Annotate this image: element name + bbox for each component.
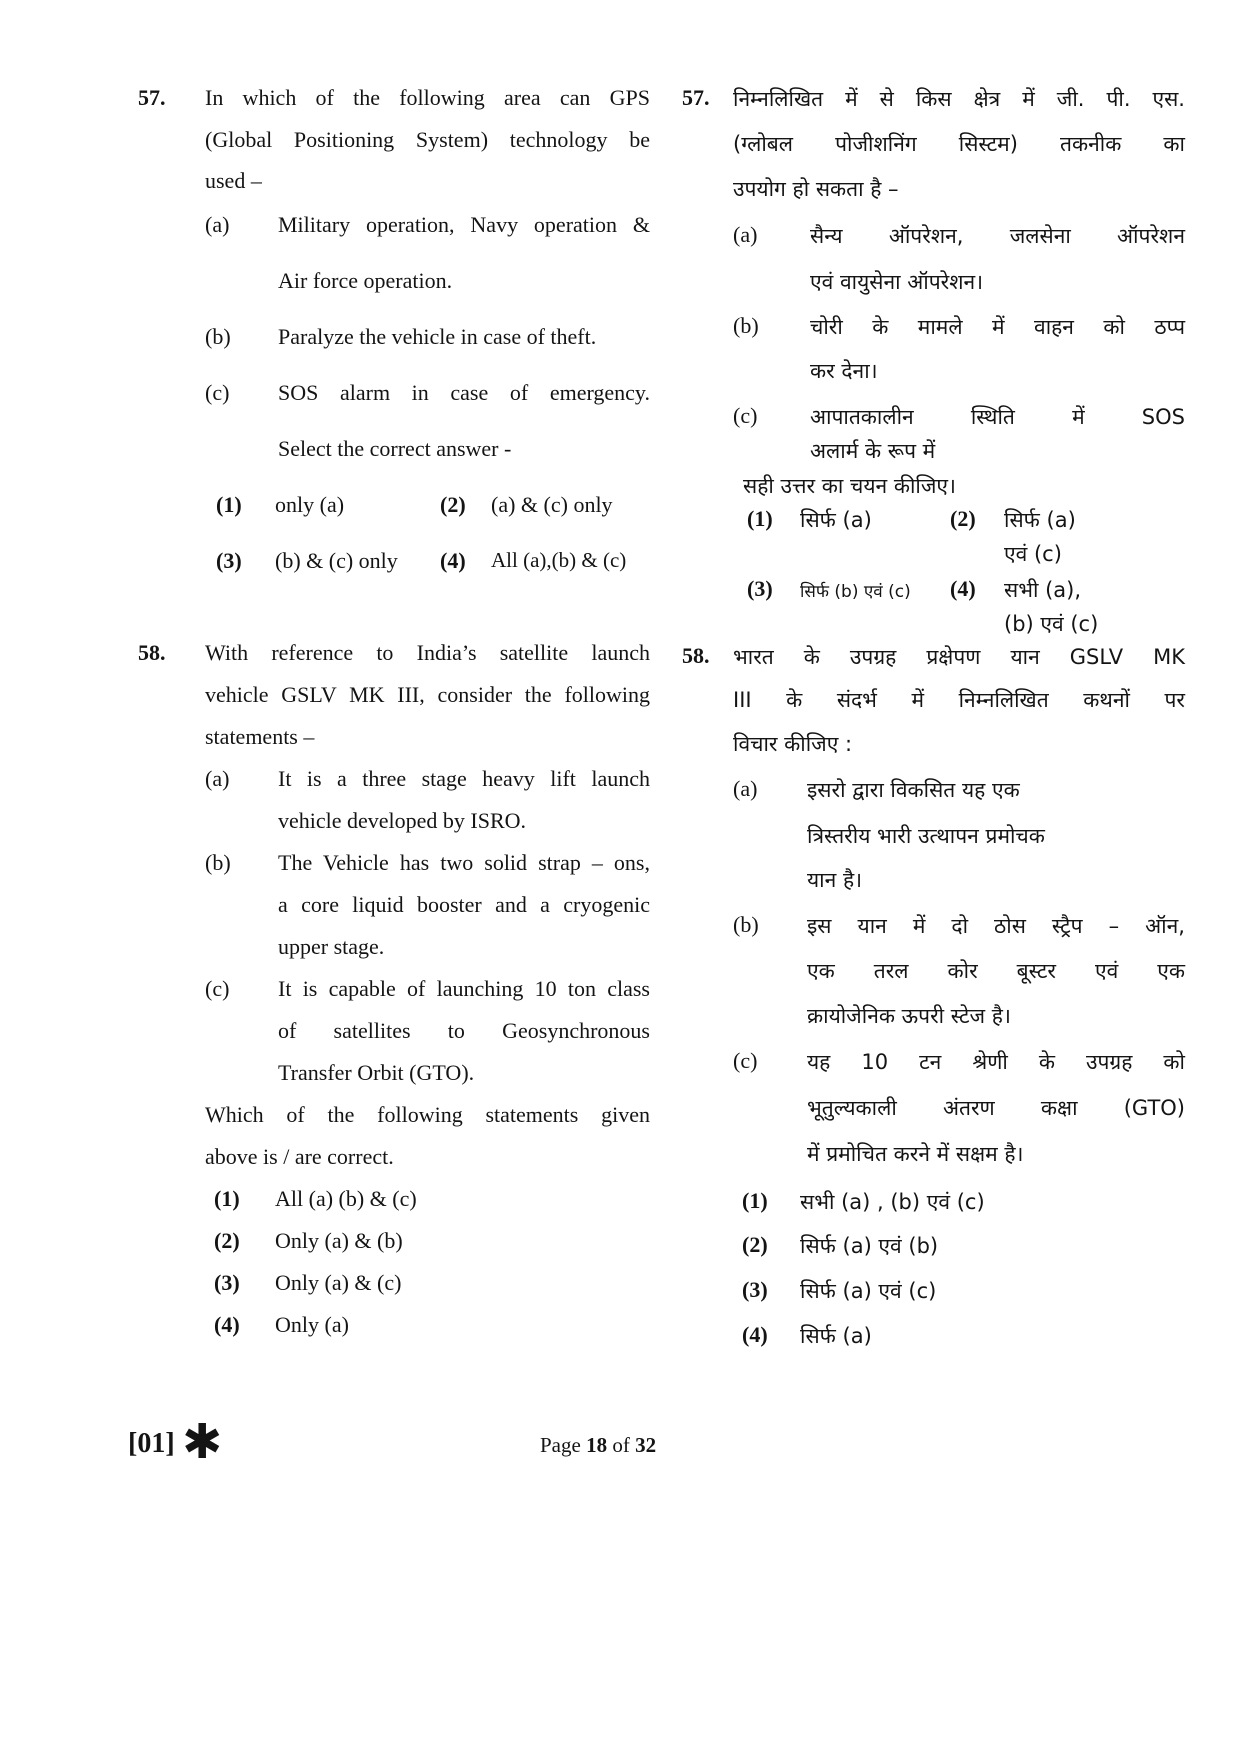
option-text: Only (a) & (b): [275, 1228, 403, 1253]
item-text: आपातकालीन स्थिति में SOS: [810, 405, 1185, 429]
option-number: (4): [440, 548, 466, 573]
option-text: Only (a) & (c): [275, 1270, 402, 1295]
item-text: a core liquid booster and a cryogenic: [278, 892, 650, 917]
item-label: (b): [205, 324, 231, 349]
item-text: Military operation, Navy operation &: [278, 212, 650, 237]
question-stem-line: (ग्लोबल पोजीशनिंग सिस्टम) तकनीक का: [733, 132, 1185, 156]
question-prompt-line: above is / are correct.: [205, 1144, 394, 1169]
item-text: यान है।: [807, 868, 863, 892]
option-number: (1): [216, 492, 242, 517]
question-stem-line: निम्नलिखित में से किस क्षेत्र में जी. पी. एस.: [733, 87, 1185, 111]
select-answer-prompt: सही उत्तर का चयन कीजिए।: [743, 474, 956, 498]
option-number: (1): [742, 1188, 768, 1213]
item-label: (a): [733, 222, 758, 247]
item-text: Select the correct answer -: [278, 436, 512, 461]
item-label: (b): [733, 313, 759, 338]
option-text: सिर्फ (a) एवं (b): [800, 1234, 939, 1258]
item-text: क्रायोजेनिक ऊपरी स्टेज है।: [807, 1004, 1011, 1028]
item-text: इस यान में दो ठोस स्ट्रैप – ऑन,: [807, 914, 1185, 938]
question-number: 57.: [682, 85, 710, 110]
item-text: भूतुल्यकाली अंतरण कक्षा (GTO): [807, 1096, 1185, 1120]
asterisk-icon: ✱: [182, 1414, 223, 1470]
question-stem-line: With reference to India’s satellite launch: [205, 640, 650, 665]
option-text: Only (a): [275, 1312, 349, 1337]
item-text: कर देना।: [810, 359, 878, 383]
option-text: (b) एवं (c): [1004, 612, 1099, 636]
option-text: सिर्फ (a): [800, 1324, 872, 1348]
page-current: 18: [586, 1433, 608, 1457]
option-text: सिर्फ (a): [800, 508, 872, 532]
option-number: (2): [214, 1228, 240, 1253]
item-text: यह 10 टन श्रेणी के उपग्रह को: [807, 1050, 1185, 1074]
option-text: only (a): [275, 492, 345, 517]
option-number: (3): [216, 548, 242, 573]
item-text: इसरो द्वारा विकसित यह एक: [807, 778, 1020, 802]
item-text: It is a three stage heavy lift launch: [278, 766, 650, 791]
question-stem-line: In which of the following area can GPS: [205, 85, 650, 110]
paper-code: [01]: [128, 1428, 175, 1459]
item-text: में प्रमोचित करने में सक्षम है।: [807, 1142, 1024, 1166]
item-text: सैन्य ऑपरेशन, जलसेना ऑपरेशन: [810, 224, 1185, 248]
item-text: of satellites to Geosynchronous: [278, 1018, 650, 1043]
question-number: 58.: [682, 643, 710, 668]
option-number: (1): [747, 506, 773, 531]
option-number: (4): [950, 576, 976, 601]
item-label: (a): [733, 776, 758, 801]
item-text: चोरी के मामले में वाहन को ठप्प: [810, 315, 1185, 339]
option-number: (2): [440, 492, 466, 517]
page-number: [540, 1433, 656, 1458]
question-stem-line: विचार कीजिए :: [733, 732, 853, 756]
question-stem-line: III के संदर्भ में निम्नलिखित कथनों पर: [733, 688, 1185, 712]
item-text: vehicle developed by ISRO.: [278, 808, 527, 833]
page-total: 32: [635, 1433, 657, 1457]
item-label: (c): [205, 380, 230, 405]
option-number: (3): [747, 576, 773, 601]
option-text: सिर्फ (b) एवं (c): [800, 582, 911, 602]
item-text: Paralyze the vehicle in case of theft.: [278, 324, 597, 349]
page-prefix: Page: [540, 1433, 581, 1457]
item-label: (c): [205, 976, 230, 1001]
item-label: (c): [733, 403, 758, 428]
option-text: सिर्फ (a) एवं (c): [800, 1279, 937, 1303]
question-stem-line: vehicle GSLV MK III, consider the following: [205, 682, 650, 707]
option-text: All (a),(b) & (c): [491, 548, 627, 572]
option-text: All (a) (b) & (c): [275, 1186, 417, 1211]
question-stem-line: used –: [205, 168, 262, 193]
question-number: 58.: [138, 640, 166, 665]
option-text: (a) & (c) only: [491, 492, 613, 517]
item-label: (c): [733, 1048, 758, 1073]
page-of: of: [612, 1433, 630, 1457]
question-stem-line: (Global Positioning System) technology be: [205, 127, 650, 152]
item-text: SOS alarm in case of emergency.: [278, 380, 650, 405]
item-text: upper stage.: [278, 934, 385, 959]
item-text: The Vehicle has two solid strap – ons,: [278, 850, 650, 875]
question-prompt-line: Which of the following statements given: [205, 1102, 650, 1127]
item-text: Transfer Orbit (GTO).: [278, 1060, 475, 1085]
item-label: (a): [205, 212, 230, 237]
item-text: एक तरल कोर बूस्टर एवं एक: [807, 959, 1185, 983]
question-stem-line: भारत के उपग्रह प्रक्षेपण यान GSLV MK: [733, 645, 1185, 669]
item-text: It is capable of launching 10 ton class: [278, 976, 650, 1001]
item-text: एवं वायुसेना ऑपरेशन।: [810, 270, 984, 294]
item-label: (a): [205, 766, 230, 791]
item-label: (b): [205, 850, 231, 875]
item-label: (b): [733, 912, 759, 937]
option-text: (b) & (c) only: [275, 548, 398, 573]
option-text: सभी (a) , (b) एवं (c): [800, 1190, 985, 1214]
option-number: (3): [214, 1270, 240, 1295]
option-number: (2): [742, 1232, 768, 1257]
item-text: अलार्म के रूप में: [810, 439, 936, 463]
option-number: (4): [214, 1312, 240, 1337]
item-text: Air force operation.: [278, 268, 453, 293]
question-stem-line: उपयोग हो सकता है –: [733, 177, 899, 201]
option-number: (3): [742, 1277, 768, 1302]
option-number: (4): [742, 1322, 768, 1347]
option-number: (2): [950, 506, 976, 531]
option-text: सिर्फ (a): [1004, 508, 1076, 532]
option-text: एवं (c): [1004, 542, 1062, 566]
option-number: (1): [214, 1186, 240, 1211]
question-number: 57.: [138, 85, 166, 110]
item-text: त्रिस्तरीय भारी उत्थापन प्रमोचक: [807, 824, 1045, 848]
option-text: सभी (a),: [1004, 578, 1082, 602]
question-stem-line: statements –: [205, 724, 315, 749]
